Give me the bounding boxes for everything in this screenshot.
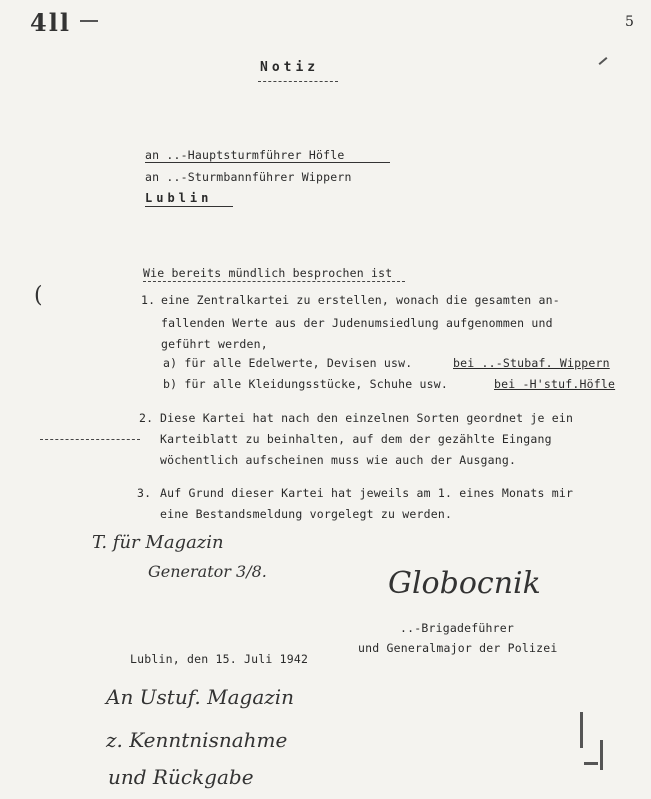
title-underline (258, 81, 338, 82)
sig-title-1: ..-Brigadeführer (400, 621, 514, 635)
item1-line3: geführt werden, (161, 337, 268, 351)
item2-line3: wöchentlich aufscheinen muss wie auch der Ausgang. (160, 453, 517, 467)
addressee-1: an ..-Hauptsturmführer Höfle (145, 148, 345, 162)
handnote-bottom-line2: z. Kenntnisnahme (106, 728, 288, 752)
item1-b-text: b) für alle Kleidungsstücke, Schuhe usw. (163, 377, 448, 391)
item2-line1: Diese Kartei hat nach den einzelnen Sorten geordnet je ein (160, 411, 574, 425)
item3-line2: eine Bestandsmeldung vorgelegt zu werden. (160, 507, 453, 521)
margin-bracket-mark: ( (34, 283, 43, 308)
handnote-bottom-line1: An Ustuf. Magazin (106, 685, 295, 709)
sig-title-2: und Generalmajor der Polizei (358, 641, 558, 655)
item1-line1: eine Zentralkartei zu erstellen, wonach die gesamten an- (161, 293, 560, 307)
item2-margin-dash (40, 439, 140, 440)
page-number: 5 (625, 14, 635, 30)
intro-underline (143, 281, 405, 282)
right-edge-mark-3 (584, 762, 598, 765)
corner-scribble (80, 20, 98, 22)
date-line: Lublin, den 15. Juli 1942 (130, 652, 309, 666)
handnote-left-line2: Generator 3/8. (148, 562, 267, 581)
top-right-mark (599, 57, 608, 65)
addressee-2: an ..-Sturmbannführer Wippern (145, 170, 352, 184)
addressee-1-underline (145, 162, 390, 163)
city-underline (145, 206, 233, 207)
item1-a-resp: bei ..-Stubaf. Wippern (453, 356, 610, 370)
item1-a-text: a) für alle Edelwerte, Devisen usw. (163, 356, 413, 370)
item3-number: 3. (137, 486, 152, 500)
right-edge-mark-2 (600, 740, 603, 770)
item1-b-resp: bei -H'stuf.Höfle (494, 377, 616, 391)
item1-line2: fallenden Werte aus der Judenumsiedlung aufgenommen und (161, 316, 553, 330)
item3-line1: Auf Grund dieser Kartei hat jeweils am 1. eines Monats mir (160, 486, 574, 500)
signature: Globocnik (388, 566, 541, 601)
item2-line2: Karteiblatt zu beinhalten, auf dem der gezählte Eingang (160, 432, 552, 446)
city-name: Lublin (145, 191, 213, 205)
item1-number: 1. (141, 293, 156, 307)
document-title: Notiz (260, 60, 320, 75)
intro-text: Wie bereits mündlich besprochen ist (143, 266, 393, 280)
right-edge-mark-1 (580, 712, 583, 748)
handnote-bottom-line3: und Rückgabe (108, 765, 254, 789)
corner-handwriting: 4ll (30, 8, 71, 37)
handnote-left-line1: T. für Magazin (92, 532, 224, 553)
item2-number: 2. (139, 411, 154, 425)
